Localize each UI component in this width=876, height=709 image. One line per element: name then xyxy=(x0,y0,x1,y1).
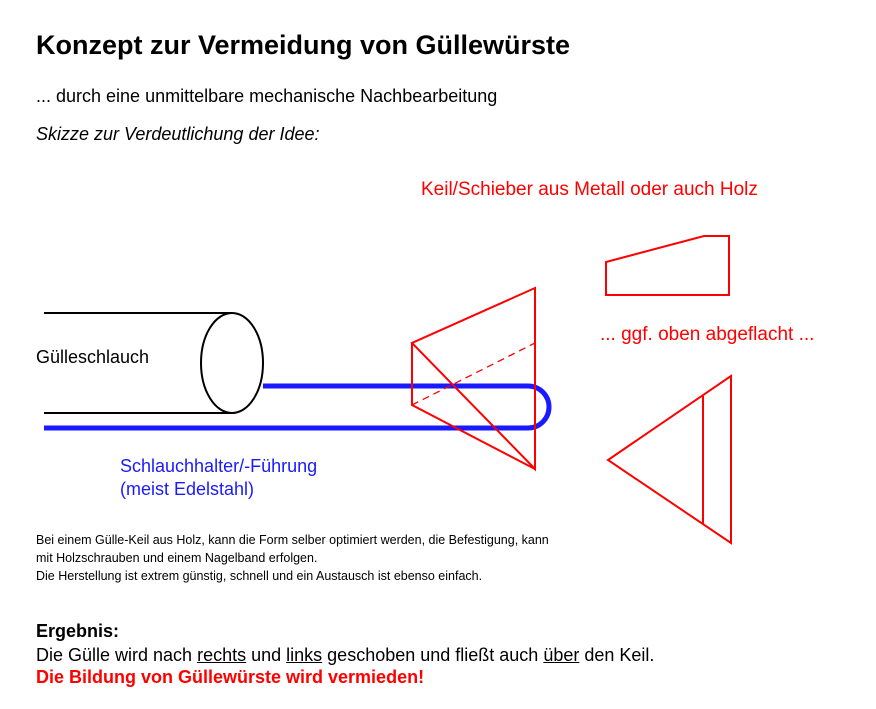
note-line: Die Herstellung ist extrem günstig, schnell und ein Austausch ist ebenso einfach. xyxy=(36,569,483,583)
result-text-part: den Keil. xyxy=(579,645,655,665)
result-emphasis-left: links xyxy=(286,645,323,665)
flattened-wedge-shape xyxy=(606,236,729,295)
flattened-label: ... ggf. oben abgeflacht ... xyxy=(600,324,815,345)
result-heading: Ergebnis: xyxy=(36,621,120,641)
result-text-part: Die Gülle wird nach xyxy=(36,645,198,665)
hose-opening xyxy=(201,313,263,413)
result-emphasis-over: über xyxy=(543,645,580,665)
result-text xyxy=(36,645,654,666)
wedge-top-view xyxy=(608,376,731,543)
note-line: Bei einem Gülle-Keil aus Holz, kann die Form selber optimiert werden, die Befestigung, kann xyxy=(36,533,549,547)
wedge-perspective xyxy=(412,288,535,469)
wedge-top-view-triangle xyxy=(608,376,731,543)
result-conclusion: Die Bildung von Güllewürste wird vermieden! xyxy=(36,667,425,687)
sketch-caption: Skizze zur Verdeutlichung der Idee: xyxy=(36,124,320,144)
page-title: Konzept zur Vermeidung von Güllewürste xyxy=(36,30,571,60)
hose-label: Gülleschlauch xyxy=(36,347,150,367)
note-line: mit Holzschrauben und einem Nagelband erfolgen. xyxy=(36,551,318,565)
result-text-part: geschoben und fließt auch xyxy=(322,645,544,665)
subtitle: ... durch eine unmittelbare mechanische Nachbearbeitung xyxy=(36,86,498,106)
holder-material-label: (meist Edelstahl) xyxy=(120,479,255,499)
wedge-triangle xyxy=(412,288,535,469)
holder-label: Schlauchhalter/-Führung xyxy=(120,456,318,476)
result-text-part: und xyxy=(246,645,287,665)
wedge-hidden-edge xyxy=(412,343,535,405)
result-emphasis-right: rechts xyxy=(197,645,247,665)
wedge-label: Keil/Schieber aus Metall oder auch Holz xyxy=(421,179,758,200)
